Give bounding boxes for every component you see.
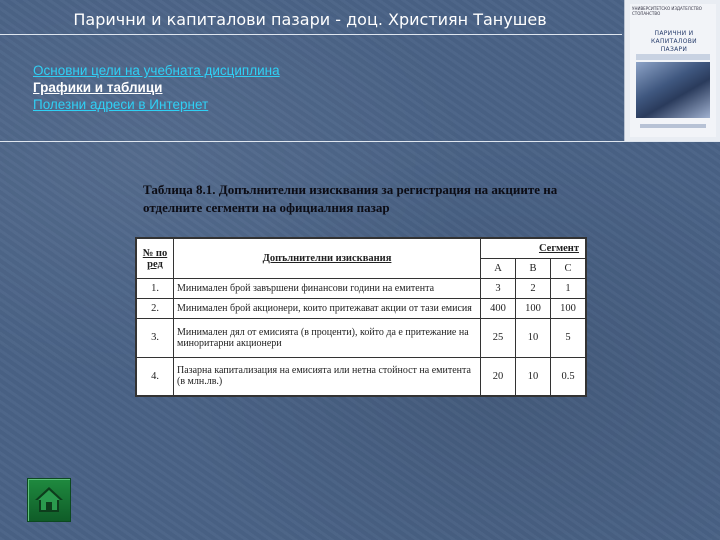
row-value-c: 100 <box>551 299 586 319</box>
requirements-table <box>135 237 587 397</box>
table-header-row <box>137 239 586 259</box>
home-button[interactable] <box>27 478 71 522</box>
cover-title-line1: ПАРИЧНИ И <box>654 30 694 37</box>
cover-title <box>644 30 704 54</box>
header-segment: Сегмент <box>481 239 586 259</box>
cover-title-line2: КАПИТАЛОВИ ПАЗАРИ <box>651 38 697 53</box>
header-no: № по ред <box>137 239 174 279</box>
row-value-b: 2 <box>516 279 551 299</box>
page-title: Парични и капиталови пазари - доц. Християн Танушев <box>73 10 547 29</box>
table-row <box>137 319 586 357</box>
nav-links <box>33 62 280 113</box>
row-no: 3. <box>137 319 174 357</box>
table-caption: Таблица 8.1. Допълнителни изисквания за регистрация на акциите на отделните сегменти на официалния пазар <box>143 182 558 215</box>
segment-a: А <box>481 259 516 279</box>
home-icon <box>28 479 70 521</box>
row-value-a: 25 <box>481 319 516 357</box>
segment-c: С <box>551 259 586 279</box>
row-value-b: 10 <box>516 319 551 357</box>
row-requirement: Минимален брой акционери, които притежават акции от тази емисия <box>174 299 481 319</box>
segment-b: В <box>516 259 551 279</box>
row-value-a: 3 <box>481 279 516 299</box>
book-cover-image <box>624 0 720 141</box>
row-value-c: 1 <box>551 279 586 299</box>
table-row <box>137 299 586 319</box>
cover-photo <box>636 62 710 118</box>
row-value-c: 0.5 <box>551 357 586 395</box>
nav-divider <box>0 141 720 142</box>
row-value-c: 5 <box>551 319 586 357</box>
row-no: 2. <box>137 299 174 319</box>
row-value-a: 400 <box>481 299 516 319</box>
table-row <box>137 279 586 299</box>
cover-publisher: УНИВЕРСИТЕТСКО ИЗДАТЕЛСТВО СТОПАНСТВО <box>632 6 702 16</box>
row-requirement: Минимален дял от емисията (в проценти), който да е притежание на миноритарни акционери <box>174 319 481 357</box>
row-value-a: 20 <box>481 357 516 395</box>
row-value-b: 100 <box>516 299 551 319</box>
cover-footer <box>640 124 706 128</box>
cover-band <box>636 54 710 60</box>
row-requirement: Пазарна капитализация на емисията или нетна стойност на емитента (в млн.лв.) <box>174 357 481 395</box>
row-no: 1. <box>137 279 174 299</box>
nav-link-useful-addresses[interactable]: Полезни адреси в Интернет <box>33 97 209 112</box>
header-divider <box>0 34 622 35</box>
row-value-b: 10 <box>516 357 551 395</box>
row-requirement: Минимален брой завършени финансови години на емитента <box>174 279 481 299</box>
nav-link-charts-tables[interactable]: Графики и таблици <box>33 80 163 95</box>
nav-link-goals[interactable]: Основни цели на учебната дисциплина <box>33 63 280 78</box>
row-no: 4. <box>137 357 174 395</box>
header-requirements: Допълнителни изисквания <box>174 239 481 279</box>
table-row <box>137 357 586 395</box>
